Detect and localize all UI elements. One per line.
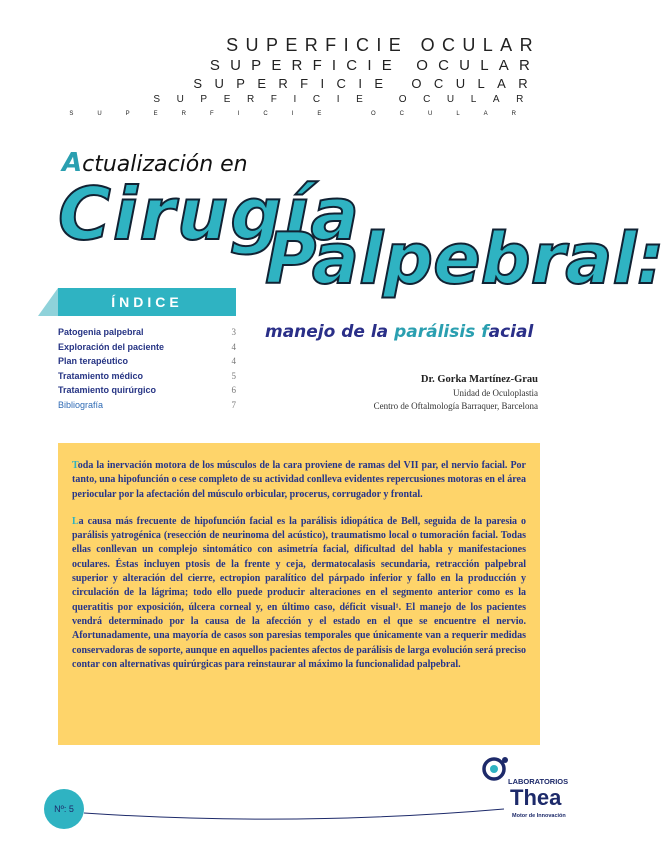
header-line: SUPERFICIE OCULAR [69, 111, 540, 117]
toc-item[interactable] [58, 356, 236, 371]
journal-header [69, 34, 540, 121]
abstract-text: oda la inervación motora de los músculos de la cara proviene de ramas del VII par, el nervio facial. Por tanto, una hipofunción o cese completo de su actividad conlleva evidentes repercusiones motoras en el área periocular por la afectación del músculo orbicular, procerus, corrugador y frontal. [72, 460, 526, 500]
thea-logo-icon [482, 755, 510, 783]
abstract-box [58, 443, 540, 745]
drop-cap: T [72, 460, 78, 471]
title-prefix-initial: A [62, 148, 83, 178]
abstract-paragraph [72, 459, 526, 502]
abstract-text: a causa más frecuente de hipofunción facial es la parálisis idiopática de Bell, seguida de la paresia o parálisis yatrogénica (resección de neurinoma del acústico), traumatismo local o tumoración facial. Todas ellas conllevan un complejo sintomático con asimetría facial, dificultad del habla y manifestaciones oculares. Éstas incluyen ptosis de la frente y ceja, dermatocalasis secundaria, retracción palpebral superior y alteración del cierre, ectropion paralítico del párpado inferior y fallo en la producción y circulación de la lágrima; todo ello puede producir alteraciones en el segmento anterior como es la queratitis por exposición, úlcera corneal y, en último caso, déficit visual¹. El manejo de los pacientes vendrá determinado por la causa de la afección y el estado en el que se encuentre el nervio. Afortunadamente, una mayoría de casos son paresias temporales que únicamente van a requerir medidas conservadoras de soporte, aunque en aquellos pacientes afectos de parálisis de larga evolución será preciso contar con alternativas quirúrgicas para reinstaurar al máximo la funcionalidad palpebral. [72, 515, 526, 670]
toc-page: 7 [231, 399, 236, 410]
author-unit: Unidad de Oculoplastia [453, 388, 538, 398]
toc-page: 4 [231, 341, 236, 352]
toc-item[interactable] [58, 385, 236, 400]
toc-label: Tratamiento quirúrgico [58, 385, 157, 395]
toc-item[interactable] [58, 327, 236, 342]
subtitle-part: acial [488, 322, 534, 342]
toc-item[interactable] [58, 400, 236, 415]
author-block [374, 372, 538, 413]
title-prefix-text: ctualización en [82, 152, 248, 177]
index-heading: ÍNDICE [58, 288, 236, 316]
header-line: SUPERFICIE OCULAR [226, 35, 540, 55]
table-of-contents [58, 327, 236, 414]
abstract-paragraph [72, 515, 526, 672]
toc-label: Patogenia palpebral [58, 327, 144, 337]
toc-item[interactable] [58, 371, 236, 386]
header-line: SUPERFICIE OCULAR [153, 94, 540, 105]
logo-tagline: Motor de Innovación [512, 813, 566, 819]
logo-lab: LABORATORIOS [508, 777, 569, 786]
title-main-2: Palpebral: [265, 218, 665, 300]
header-line: SUPERFICIE OCULAR [209, 57, 540, 74]
toc-page: 3 [231, 327, 236, 337]
toc-page: 4 [231, 356, 236, 366]
toc-label: Bibliografía [58, 399, 104, 410]
title-subtitle [265, 322, 533, 342]
logo-brand: Thea [510, 785, 562, 810]
toc-page: 6 [231, 385, 236, 395]
subtitle-part: f [481, 322, 489, 342]
toc-label: Exploración del paciente [58, 341, 165, 352]
title-main-1: Cirugía [58, 172, 362, 256]
toc-page: 5 [231, 370, 236, 381]
toc-label: Plan terapéutico [58, 356, 129, 366]
footer-divider [84, 805, 504, 825]
author-name: Dr. Gorka Martínez-Grau [420, 374, 538, 385]
drop-cap: L [72, 515, 79, 527]
toc-item[interactable] [58, 342, 236, 357]
header-line: SUPERFICIE OCULAR [193, 76, 540, 91]
subtitle-part: parálisis [394, 322, 476, 342]
author-center: Centro de Oftalmología Barraquer, Barcelona [373, 401, 538, 411]
toc-label: Tratamiento médico [58, 370, 144, 381]
subtitle-part: manejo de la [265, 322, 395, 342]
issue-number-badge: Nº: 5 [44, 789, 84, 829]
